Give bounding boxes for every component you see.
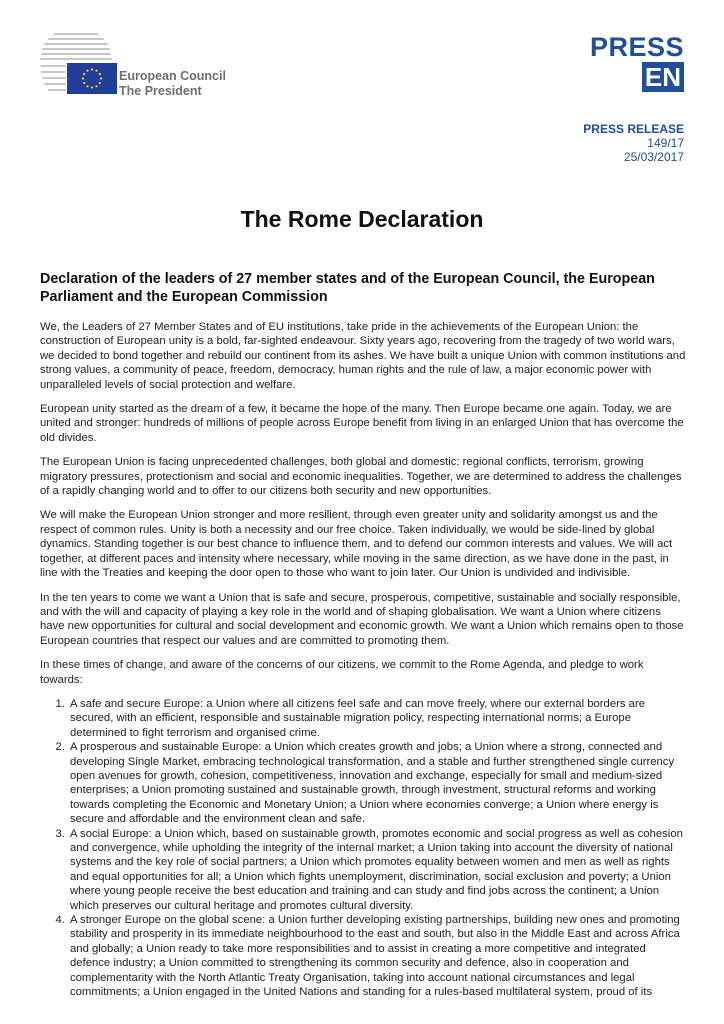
org-line-2: The President bbox=[119, 84, 202, 98]
agenda-item-prosperous-sustainable: 2. A prosperous and sustainable Europe: a Union which creates growth and jobs; a Union where a strong, connected and developing Single Market, embracing technological transformation, and a stable and further strengthened single currency open avenues for growth, cohesion, competitiveness, innovation and exchange, especially for small and medium-sized enterprises; a Union promoting sustained and sustainable growth, through investment, structural reforms and working towards completing the Economic and Monetary Union; a Union where economies converge; a Union where energy is secure and affordable and the environment clean and safe. bbox=[68, 740, 686, 826]
paragraph: European unity started as the dream of a few, it became the hope of the many. Then Europe became one again. Today, we are united and stronger: hundreds of millions of people across Europe benefit from living in an enlarged Union that has overcome the old divides. bbox=[40, 403, 684, 444]
eu-flag-icon bbox=[67, 63, 117, 94]
press-label: PRESS bbox=[589, 32, 684, 62]
agenda-item-social: 3. A social Europe: a Union which, based on sustainable growth, promotes economic and social progress as well as cohesion and convergence, while upholding the integrity of the internal market; a Union taking into account the diversity of national systems and the key role of social partners; a Union which promotes equality between women and men as well as rights and equal opportunities for all; a Union which fights unemployment, discrimination, social exclusion and poverty; a Union where young people receive the best education and training and can study and find jobs across the continent; a Union which preserves our cultural heritage and promotes cultural diversity. bbox=[68, 827, 686, 913]
org-line-1: European Council bbox=[119, 69, 226, 83]
document-body bbox=[40, 320, 686, 999]
release-number: 149/17 bbox=[647, 136, 684, 150]
page-title: The Rome Declaration bbox=[240, 206, 484, 232]
paragraph: We will make the European Union stronger and more resilient, through even greater unity and solidarity amongst us and the respect of common rules. Unity is both a necessity and our free choice. Taken individually, we would be side-lined by global dynamics. Standing together is our best chance to influence them, and to defend our common interests and values. We will act together, at different paces and intensity where necessary, while moving in the same direction, as we have done in the past, in line with the Treaties and keeping the door open to those who want to join later. Our Union is undivided and indivisible. bbox=[40, 509, 673, 580]
rome-agenda-list bbox=[40, 697, 686, 1000]
european-council-logo bbox=[40, 33, 240, 103]
paragraph: The European Union is facing unprecedented challenges, both global and domestic: regional conflicts, terrorism, growing migratory pressures, protectionism and social and economic inequalities. Together, we are determined to address the challenges of a rapidly changing world and to offer to our citizens both security and new opportunities. bbox=[40, 456, 682, 498]
document-subtitle: Declaration of the leaders of 27 member states and of the European Council, the European Parliament and the European Commission bbox=[40, 271, 655, 305]
paragraph: We, the Leaders of 27 Member States and of EU institutions, take pride in the achievements of the European Union: the construction of European unity is a bold, far-sighted endeavour. Sixty years ago, recovering from the tragedy of two world wars, we decided to bond together and rebuild our continent from its ashes. We have built a unique Union with common institutions and strong values, a community of peace, freedom, democracy, human rights and the rule of law, a major economic power with unparalleled levels of social protection and welfare. bbox=[40, 321, 686, 391]
press-badge bbox=[590, 33, 684, 92]
release-date: 25/03/2017 bbox=[623, 150, 684, 164]
paragraph: In these times of change, and aware of the concerns of our citizens, we commit to the Rome Agenda, and pledge to work towards: bbox=[40, 659, 644, 686]
agenda-item-stronger-global: 4. A stronger Europe on the global scene: a Union further developing existing partnerships, building new ones and promoting stability and prosperity in its immediate neighbourhood to the east and south, but also in the Middle East and across Africa and globally; a Union ready to take more responsibilities and to assist in creating a more competitive and integrated defence industry; a Union committed to strengthening its common security and defence, also in cooperation and complementarity with the North Atlantic Treaty Organisation, taking into account national circumstances and legal commitments; a Union engaged in the United Nations and standing for a rules-based multilateral system, proud of its bbox=[68, 913, 686, 999]
language-badge: EN bbox=[642, 62, 684, 92]
agenda-item-safe-secure: 1. A safe and secure Europe: a Union where all citizens feel safe and can move freely, where our external borders are secured, with an efficient, responsible and sustainable migration policy, respecting international norms; a Europe determined to fight terrorism and organised crime. bbox=[68, 697, 686, 740]
paragraph: In the ten years to come we want a Union that is safe and secure, prosperous, competitive, sustainable and socially responsible, and with the will and capacity of playing a key role in the world and of shaping globalisation. We want a Union where citizens have new opportunities for cultural and social development and economic growth. We want a Union which remains open to those European countries that respect our values and are committed to promoting them. bbox=[40, 591, 684, 647]
release-label: PRESS RELEASE bbox=[583, 122, 684, 136]
organization-name bbox=[119, 69, 226, 99]
release-info bbox=[583, 122, 684, 164]
